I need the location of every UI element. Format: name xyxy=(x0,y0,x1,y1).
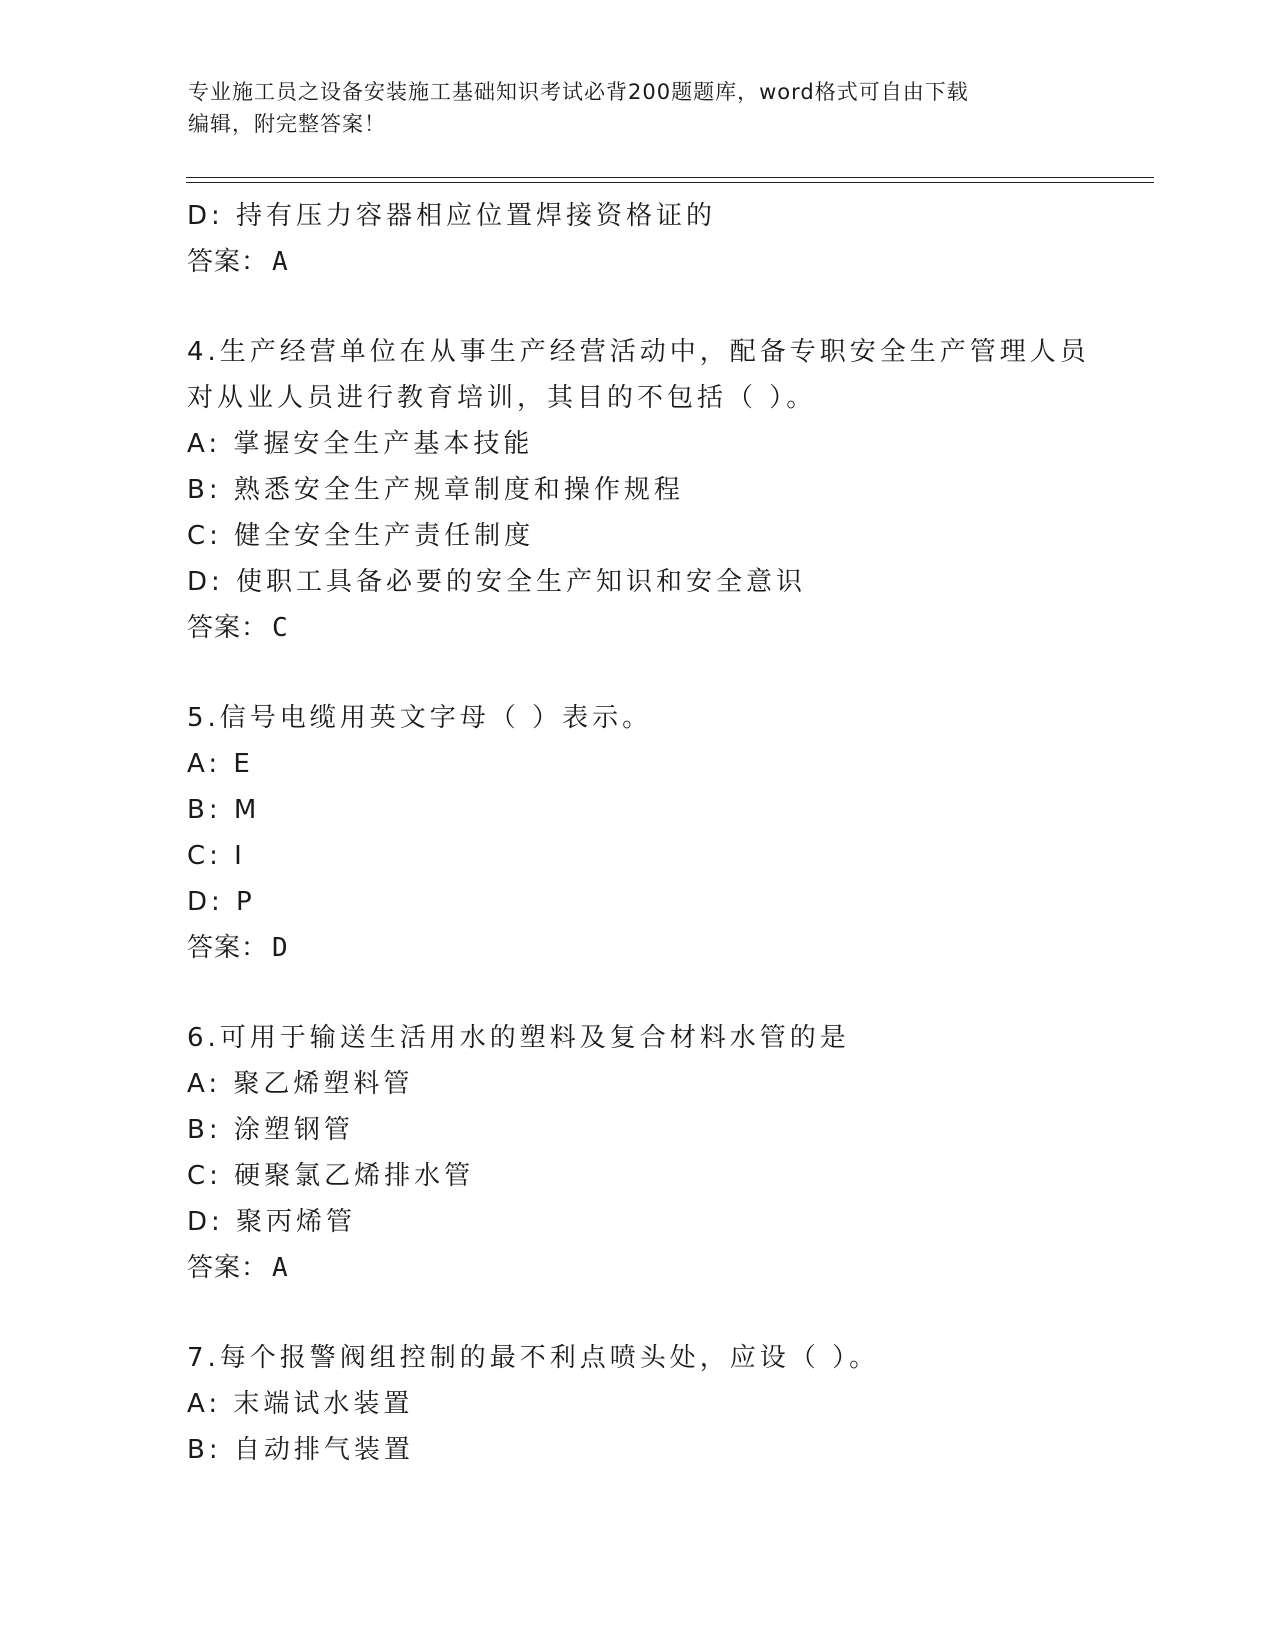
question-list xyxy=(187,193,1147,1473)
option-a: A: 末端试水装置 xyxy=(187,1389,414,1419)
option-d: D: 聚丙烯管 xyxy=(187,1207,357,1237)
option-c: C: 硬聚氯乙烯排水管 xyxy=(187,1161,475,1191)
option-b: B: M xyxy=(187,795,261,825)
answer xyxy=(187,605,1147,651)
document-header xyxy=(188,76,1088,140)
header-divider-top xyxy=(186,177,1154,178)
question-stem: 6.可用于输送生活用水的塑料及复合材料水管的是 xyxy=(187,1023,850,1053)
answer-label: 答案： xyxy=(187,1253,269,1283)
answer xyxy=(187,239,1147,285)
question-7 xyxy=(187,1335,1147,1473)
option-c: C: I xyxy=(187,841,246,871)
answer-value: A xyxy=(272,1253,289,1283)
answer-value: C xyxy=(272,613,289,643)
answer-label: 答案： xyxy=(187,613,269,643)
answer-value: D xyxy=(272,933,289,963)
question-3 xyxy=(187,193,1147,285)
option-b: B: 自动排气装置 xyxy=(187,1435,414,1465)
answer-label: 答案： xyxy=(187,247,269,277)
option-d: D: 使职工具备必要的安全生产知识和安全意识 xyxy=(187,567,807,597)
option-a: A: E xyxy=(187,749,254,779)
answer xyxy=(187,1245,1147,1291)
question-5 xyxy=(187,695,1147,971)
option-a: A: 掌握安全生产基本技能 xyxy=(187,429,534,459)
answer-value: A xyxy=(272,247,289,277)
question-stem: 5.信号电缆用英文字母（ ）表示。 xyxy=(187,703,653,733)
question-6 xyxy=(187,1015,1147,1291)
header-line-2: 编辑，附完整答案！ xyxy=(188,112,386,136)
option-b: B: 熟悉安全生产规章制度和操作规程 xyxy=(187,475,684,505)
question-4 xyxy=(187,329,1147,651)
question-stem-continued: 对从业人员进行教育培训，其目的不包括（ ）。 xyxy=(187,383,817,413)
option-b: B: 涂塑钢管 xyxy=(187,1115,354,1145)
option-d: D: P xyxy=(187,887,256,917)
header-divider-bottom xyxy=(186,182,1154,183)
question-stem: 7.每个报警阀组控制的最不利点喷头处，应设（ ）。 xyxy=(187,1343,880,1373)
answer-label: 答案： xyxy=(187,933,269,963)
header-line-1: 专业施工员之设备安装施工基础知识考试必背200题题库，word格式可自由下载 xyxy=(188,80,969,104)
question-stem: 4.生产经营单位在从事生产经营活动中，配备专职安全生产管理人员 xyxy=(187,337,1090,367)
option-c: C: 健全安全生产责任制度 xyxy=(187,521,535,551)
option-d: D: 持有压力容器相应位置焊接资格证的 xyxy=(187,201,717,231)
answer xyxy=(187,925,1147,971)
option-a: A: 聚乙烯塑料管 xyxy=(187,1069,414,1099)
